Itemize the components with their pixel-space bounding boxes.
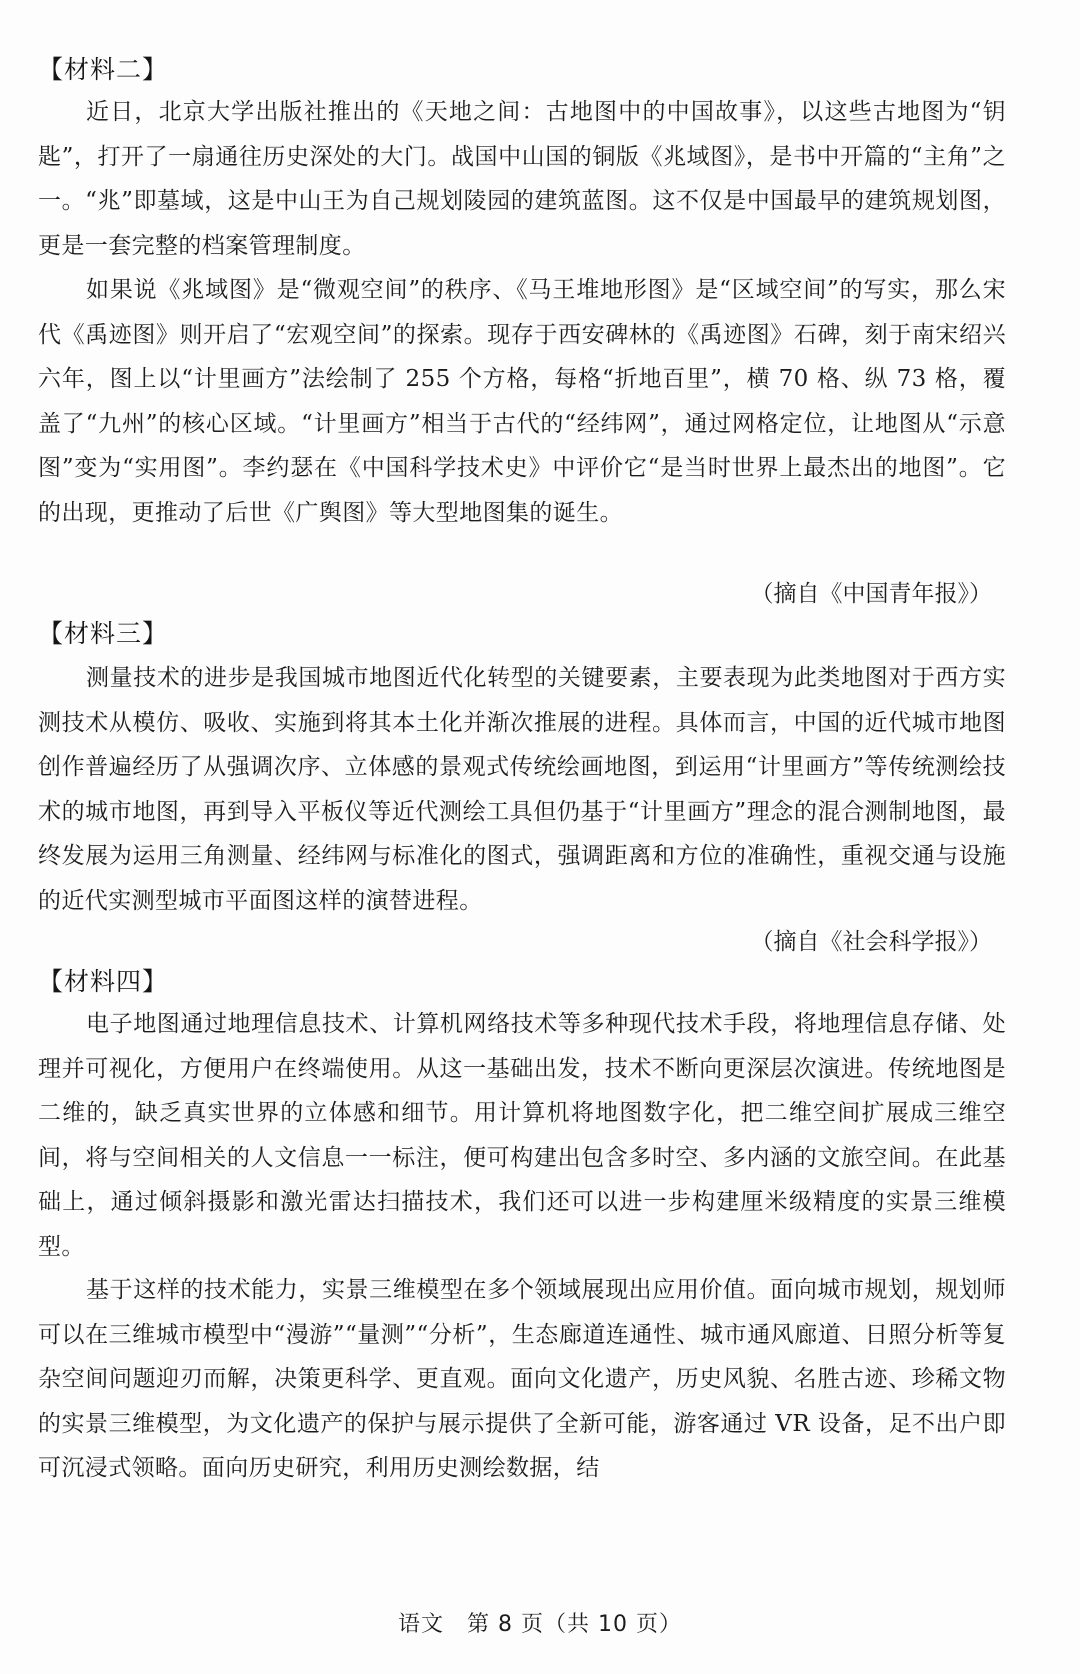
material-3-heading: 【材料三】	[38, 619, 169, 648]
material-3-source: （摘自《社会科学报》）	[750, 929, 992, 955]
material-3-paragraph-1: 测量技术的进步是我国城市地图近代化转型的关键要素，主要表现为此类地图对于西方实测技术从模仿、吸收、实施到将其本土化并渐次推展的进程。具体而言，中国的近代城市地图创作普遍经历了从强调次序、立体感的景观式传统绘画地图，到运用“计里画方”等传统测绘技术的城市地图，再到导入平板仪等近代测绘工具但仍基于“计里画方”理念的混合测制地图，最终发展为运用三角测量、经纬网与标准化的图式，强调距离和方位的准确性，重视交通与设施的近代实测型城市平面图这样的演替进程。	[38, 665, 1006, 914]
page-footer: 语文 第 8 页（共 10 页）	[398, 1612, 682, 1637]
material-2-paragraph-1: 近日，北京大学出版社推出的《天地之间：古地图中的中国故事》，以这些古地图为“钥匙”，打开了一扇通往历史深处的大门。战国中山国的铜版《兆域图》，是书中开篇的“主角”之一。“兆”即墓域，这是中山王为自己规划陵园的建筑蓝图。这不仅是中国最早的建筑规划图，更是一套完整的档案管理制度。	[38, 99, 1006, 259]
material-4-paragraph-1: 电子地图通过地理信息技术、计算机网络技术等多种现代技术手段，将地理信息存储、处理并可视化，方便用户在终端使用。从这一基础出发，技术不断向更深层次演进。传统地图是二维的，缺乏真实世界的立体感和细节。用计算机将地图数字化，把二维空间扩展成三维空间，将与空间相关的人文信息一一标注，便可构建出包含多时空、多内涵的文旅空间。在此基础上，通过倾斜摄影和激光雷达扫描技术，我们还可以进一步构建厘米级精度的实景三维模型。	[38, 1011, 1006, 1260]
material-2-heading: 【材料二】	[38, 55, 169, 84]
material-2-source: （摘自《中国青年报》）	[750, 581, 992, 607]
material-4-paragraph-2: 基于这样的技术能力，实景三维模型在多个领域展现出应用价值。面向城市规划，规划师可以在三维城市模型中“漫游”“量测”“分析”，生态廊道连通性、城市通风廊道、日照分析等复杂空间问题迎刃而解，决策更科学、更直观。面向文化遗产，历史风貌、名胜古迹、珍稀文物的实景三维模型，为文化遗产的保护与展示提供了全新可能，游客通过 VR 设备，足不出户即可沉浸式领略。面向历史研究，利用历史测绘数据，结	[38, 1277, 1006, 1481]
material-4-heading: 【材料四】	[38, 967, 169, 996]
material-2-paragraph-2: 如果说《兆域图》是“微观空间”的秩序、《马王堆地形图》是“区域空间”的写实，那么宋代《禹迹图》则开启了“宏观空间”的探索。现存于西安碑林的《禹迹图》石碑，刻于南宋绍兴六年，图上以“计里画方”法绘制了 255 个方格，每格“折地百里”，横 70 格、纵 73 格，覆盖了“九州”的核心区域。“计里画方”相当于古代的“经纬网”，通过网格定位，让地图从“示意图”变为“实用图”。李约瑟在《中国科学技术史》中评价它“是当时世界上最杰出的地图”。它的出现，更推动了后世《广舆图》等大型地图集的诞生。	[38, 277, 1006, 526]
